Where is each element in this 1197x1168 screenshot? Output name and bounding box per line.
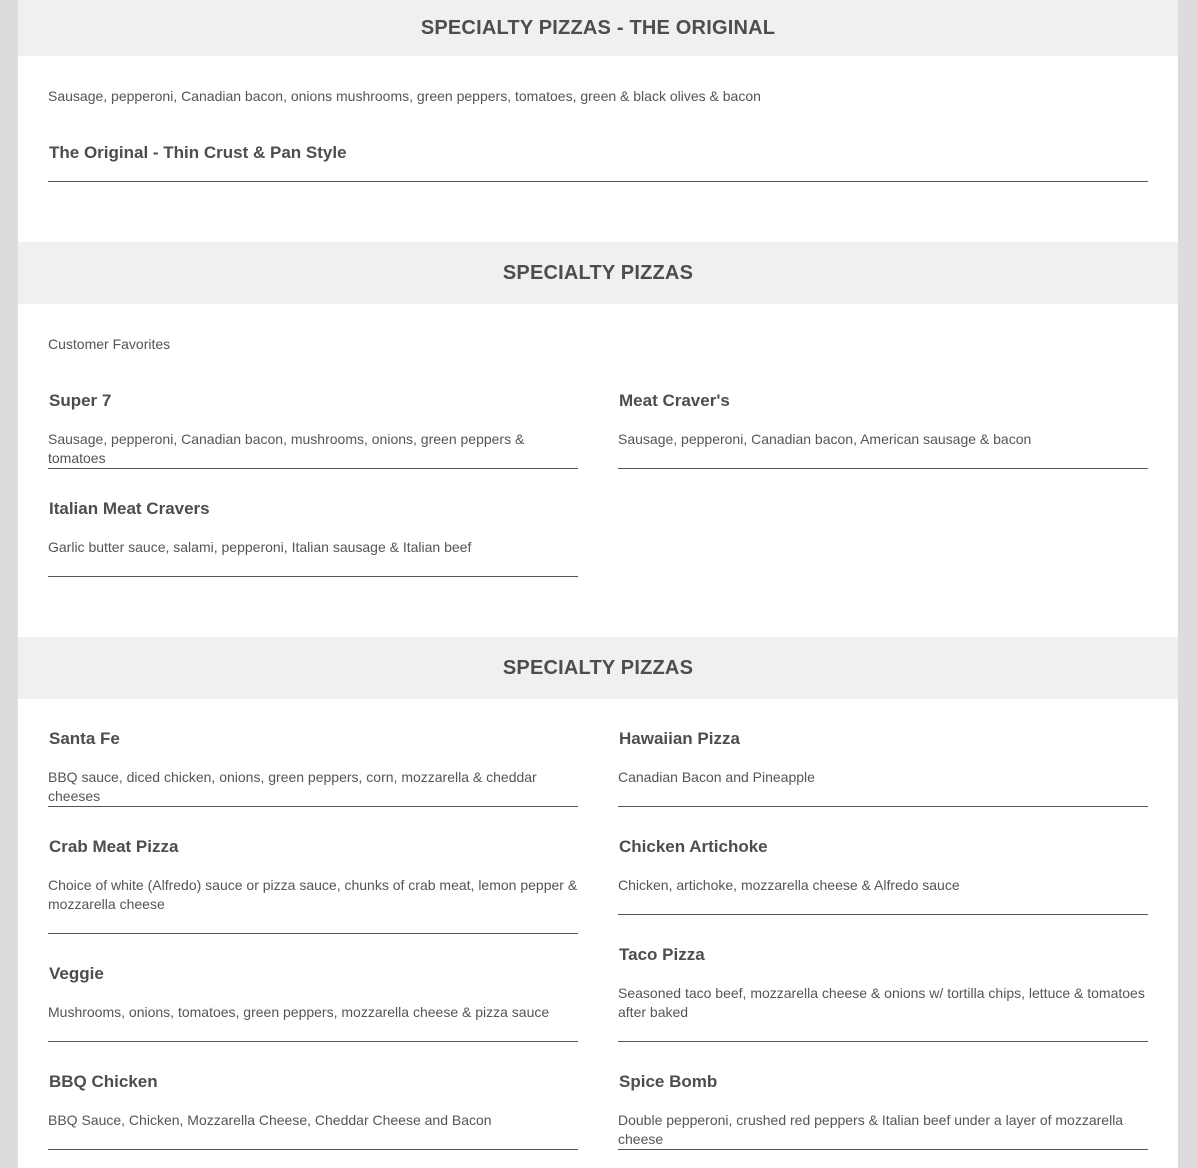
section-title: SPECIALTY PIZZAS - THE ORIGINAL (420, 16, 776, 39)
menu-item-title: Veggie (49, 964, 104, 983)
menu-item-super-7[interactable] (48, 391, 578, 469)
section-intro: Customer Favorites (48, 336, 171, 352)
menu-item-title: Santa Fe (49, 729, 120, 748)
menu-item-title: The Original - Thin Crust & Pan Style (49, 143, 347, 162)
section-intro: Sausage, pepperoni, Canadian bacon, onions mushrooms, green peppers, tomatoes, green & black olives & bacon (48, 88, 761, 104)
section-title: SPECIALTY PIZZAS (502, 656, 694, 679)
menu-item-the-original[interactable] (48, 143, 1148, 182)
menu-item-hawaiian-pizza[interactable] (618, 729, 1148, 807)
menu-page (18, 0, 1178, 1168)
menu-item-taco-pizza[interactable] (618, 945, 1148, 1042)
menu-item-description: Double pepperoni, crushed red peppers & Italian beef under a layer of mozzarella cheese (618, 1112, 1124, 1147)
menu-item-description: BBQ Sauce, Chicken, Mozzarella Cheese, Cheddar Cheese and Bacon (48, 1112, 492, 1128)
menu-item-title: Meat Craver's (619, 391, 730, 410)
menu-item-italian-meat-cravers[interactable] (48, 499, 578, 577)
menu-item-bbq-chicken[interactable] (48, 1072, 578, 1150)
section-header-specialty-favorites (18, 242, 1178, 304)
section-title: SPECIALTY PIZZAS (502, 261, 694, 284)
menu-item-title: Crab Meat Pizza (49, 837, 179, 856)
menu-item-veggie[interactable] (48, 964, 578, 1042)
menu-item-chicken-artichoke[interactable] (618, 837, 1148, 915)
menu-item-title: Italian Meat Cravers (49, 499, 210, 518)
menu-item-meat-cravers[interactable] (618, 391, 1148, 469)
section-header-original (18, 0, 1178, 56)
menu-item-description: Canadian Bacon and Pineapple (618, 769, 815, 785)
menu-item-description: Mushrooms, onions, tomatoes, green peppers, mozzarella cheese & pizza sauce (48, 1004, 550, 1020)
menu-item-title: BBQ Chicken (49, 1072, 158, 1091)
menu-item-title: Hawaiian Pizza (619, 729, 740, 748)
menu-item-description: Choice of white (Alfredo) sauce or pizza sauce, chunks of crab meat, lemon pepper & mozzarella cheese (48, 877, 578, 912)
menu-item-title: Chicken Artichoke (619, 837, 768, 856)
menu-item-description: Sausage, pepperoni, Canadian bacon, American sausage & bacon (618, 431, 1032, 447)
menu-item-description: Garlic butter sauce, salami, pepperoni, Italian sausage & Italian beef (48, 539, 472, 555)
menu-item-crab-meat-pizza[interactable] (48, 837, 578, 934)
menu-item-description: Chicken, artichoke, mozzarella cheese & Alfredo sauce (618, 877, 960, 893)
menu-item-santa-fe[interactable] (48, 729, 578, 807)
menu-item-description: BBQ sauce, diced chicken, onions, green peppers, corn, mozzarella & cheddar cheeses (48, 769, 537, 804)
menu-item-title: Taco Pizza (619, 945, 705, 964)
menu-item-description: Seasoned taco beef, mozzarella cheese & onions w/ tortilla chips, lettuce & tomatoes after baked (618, 985, 1145, 1020)
menu-item-title: Spice Bomb (619, 1072, 718, 1091)
menu-item-description: Sausage, pepperoni, Canadian bacon, mushrooms, onions, green peppers & tomatoes (48, 431, 525, 466)
menu-item-spice-bomb[interactable] (618, 1072, 1148, 1150)
section-header-specialty (18, 637, 1178, 699)
menu-item-title: Super 7 (49, 391, 112, 410)
